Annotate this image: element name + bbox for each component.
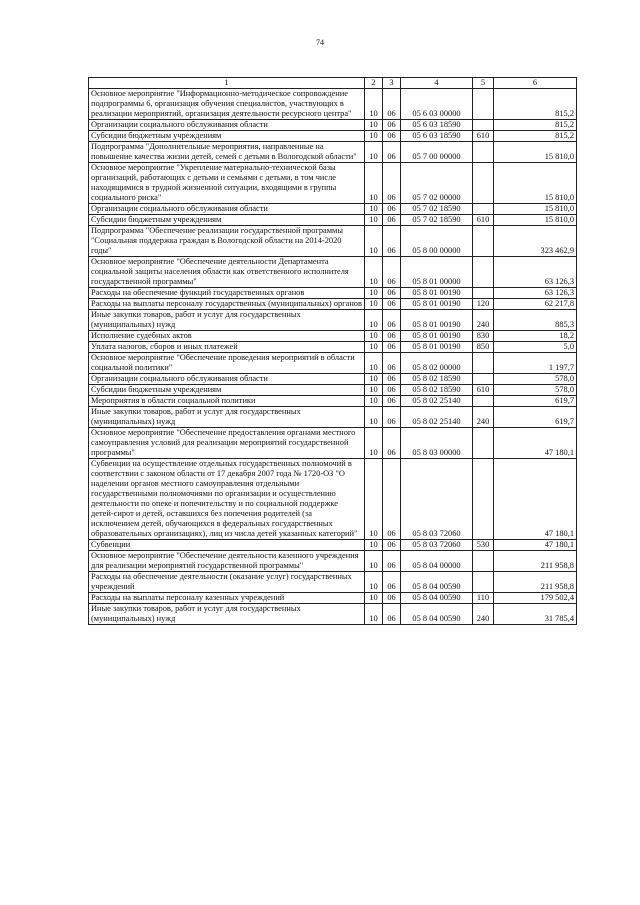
row-target-code: 05 7 02 18590 — [401, 204, 473, 215]
row-amount: 211 958,8 — [494, 551, 577, 572]
table-row — [89, 353, 577, 374]
row-amount: 63 126,3 — [494, 257, 577, 288]
row-subsection: 06 — [383, 407, 401, 428]
row-expense-type — [473, 226, 494, 257]
table-row — [89, 142, 577, 163]
row-name: Расходы на обеспечение функций государственных органов — [89, 288, 365, 299]
row-target-code: 05 8 02 18590 — [401, 385, 473, 396]
table-row — [89, 215, 577, 226]
row-expense-type — [473, 551, 494, 572]
row-section: 10 — [365, 551, 383, 572]
row-section: 10 — [365, 131, 383, 142]
table-row — [89, 310, 577, 331]
row-section: 10 — [365, 396, 383, 407]
row-subsection: 06 — [383, 428, 401, 459]
row-expense-type: 530 — [473, 540, 494, 551]
row-section: 10 — [365, 163, 383, 204]
row-amount: 15 810,0 — [494, 142, 577, 163]
row-expense-type — [473, 89, 494, 120]
table-row — [89, 428, 577, 459]
row-expense-type: 610 — [473, 215, 494, 226]
row-amount: 1 197,7 — [494, 353, 577, 374]
row-subsection: 06 — [383, 396, 401, 407]
row-name: Субсидии бюджетным учреждениям — [89, 215, 365, 226]
row-subsection: 06 — [383, 204, 401, 215]
row-expense-type: 830 — [473, 331, 494, 342]
row-target-code: 05 8 00 00000 — [401, 226, 473, 257]
row-amount: 211 958,8 — [494, 572, 577, 593]
row-amount: 18,2 — [494, 331, 577, 342]
header-name: 1 — [89, 78, 365, 89]
row-target-code: 05 6 03 18590 — [401, 131, 473, 142]
row-target-code: 05 8 02 25140 — [401, 396, 473, 407]
table-row — [89, 120, 577, 131]
row-subsection: 06 — [383, 331, 401, 342]
table-row — [89, 131, 577, 142]
row-target-code: 05 8 01 00190 — [401, 331, 473, 342]
row-amount: 885,3 — [494, 310, 577, 331]
header-subsection: 3 — [383, 78, 401, 89]
table-row — [89, 551, 577, 572]
row-amount: 323 462,9 — [494, 226, 577, 257]
row-section: 10 — [365, 459, 383, 540]
row-amount: 15 810,0 — [494, 204, 577, 215]
row-amount: 179 502,4 — [494, 593, 577, 604]
row-expense-type: 610 — [473, 131, 494, 142]
row-expense-type — [473, 120, 494, 131]
row-amount: 15 810,0 — [494, 215, 577, 226]
row-name: Субсидии бюджетным учреждениям — [89, 385, 365, 396]
table-row — [89, 396, 577, 407]
row-name: Организации социального обслуживания области — [89, 374, 365, 385]
row-subsection: 06 — [383, 593, 401, 604]
row-section: 10 — [365, 540, 383, 551]
table-row — [89, 374, 577, 385]
row-target-code: 05 8 04 00590 — [401, 572, 473, 593]
row-target-code: 05 8 04 00590 — [401, 593, 473, 604]
row-expense-type: 240 — [473, 407, 494, 428]
row-amount: 63 126,3 — [494, 288, 577, 299]
row-amount: 815,2 — [494, 89, 577, 120]
row-target-code: 05 8 04 00590 — [401, 604, 473, 625]
row-expense-type: 110 — [473, 593, 494, 604]
row-name: Подпрограмма "Дополнительные мероприятия, направленные на повышение качества жизни детей, семей с детьми в Вологодской области" — [89, 142, 365, 163]
header-amount: 6 — [494, 78, 577, 89]
row-amount: 47 180,1 — [494, 428, 577, 459]
row-section: 10 — [365, 593, 383, 604]
row-expense-type: 850 — [473, 342, 494, 353]
row-target-code: 05 7 02 00000 — [401, 163, 473, 204]
row-subsection: 06 — [383, 551, 401, 572]
row-expense-type — [473, 288, 494, 299]
row-subsection: 06 — [383, 215, 401, 226]
row-name: Основное мероприятие "Обеспечение деятельности Департамента социальной защиты населения области как ответственного исполнителя государственной программы" — [89, 257, 365, 288]
row-amount: 578,0 — [494, 374, 577, 385]
row-amount: 31 785,4 — [494, 604, 577, 625]
row-amount: 619,7 — [494, 396, 577, 407]
row-name: Субсидии бюджетным учреждениям — [89, 131, 365, 142]
row-section: 10 — [365, 142, 383, 163]
row-target-code: 05 8 01 00000 — [401, 257, 473, 288]
table-row — [89, 163, 577, 204]
row-target-code: 05 6 03 18590 — [401, 120, 473, 131]
row-target-code: 05 8 02 18590 — [401, 374, 473, 385]
row-target-code: 05 8 03 72060 — [401, 459, 473, 540]
row-subsection: 06 — [383, 385, 401, 396]
table-row — [89, 204, 577, 215]
row-name: Расходы на обеспечение деятельности (оказание услуг) государственных учреждений — [89, 572, 365, 593]
row-subsection: 06 — [383, 131, 401, 142]
table-row — [89, 459, 577, 540]
row-name: Уплата налогов, сборов и иных платежей — [89, 342, 365, 353]
table-header-row — [89, 78, 577, 89]
row-subsection: 06 — [383, 257, 401, 288]
row-expense-type — [473, 257, 494, 288]
row-expense-type — [473, 142, 494, 163]
row-section: 10 — [365, 331, 383, 342]
row-name: Иные закупки товаров, работ и услуг для государственных (муниципальных) нужд — [89, 310, 365, 331]
row-subsection: 06 — [383, 226, 401, 257]
row-name: Субвенции на осуществление отдельных государственных полномочий в соответствии с законом области от 17 декабря 2007 года № 1720-ОЗ "О наделении органов местного самоуправления отдельными государственными полномочиями по организации и осуществлению деятельности по опеке и попечительству и по социальной поддержке детей-сирот и детей, оставшихся без попечения родителей (за исключением детей, обучающихся в федеральных государственных образовательных организациях), лиц из числа детей указанных категорий" — [89, 459, 365, 540]
row-expense-type — [473, 428, 494, 459]
row-target-code: 05 7 00 00000 — [401, 142, 473, 163]
table-row — [89, 540, 577, 551]
row-section: 10 — [365, 215, 383, 226]
row-target-code: 05 8 03 72060 — [401, 540, 473, 551]
row-target-code: 05 8 03 00000 — [401, 428, 473, 459]
row-subsection: 06 — [383, 163, 401, 204]
row-section: 10 — [365, 604, 383, 625]
row-section: 10 — [365, 407, 383, 428]
budget-table — [88, 77, 577, 625]
table-row — [89, 593, 577, 604]
table-row — [89, 572, 577, 593]
row-section: 10 — [365, 120, 383, 131]
row-amount: 5,0 — [494, 342, 577, 353]
row-section: 10 — [365, 288, 383, 299]
row-name: Организации социального обслуживания области — [89, 204, 365, 215]
table-row — [89, 407, 577, 428]
table-row — [89, 604, 577, 625]
row-amount: 47 180,1 — [494, 540, 577, 551]
row-target-code: 05 8 01 00190 — [401, 299, 473, 310]
row-expense-type — [473, 163, 494, 204]
row-expense-type — [473, 374, 494, 385]
row-target-code: 05 8 01 00190 — [401, 342, 473, 353]
row-name: Исполнение судебных актов — [89, 331, 365, 342]
row-name: Мероприятия в области социальной политики — [89, 396, 365, 407]
page-number: 74 — [316, 38, 324, 47]
row-subsection: 06 — [383, 353, 401, 374]
row-name: Расходы на выплаты персоналу государственных (муниципальных) органов — [89, 299, 365, 310]
row-name: Расходы на выплаты персоналу казенных учреждений — [89, 593, 365, 604]
row-name: Основное мероприятие "Обеспечение предоставления органами местного самоуправления условий для реализации мероприятий государственной программы" — [89, 428, 365, 459]
row-target-code: 05 7 02 18590 — [401, 215, 473, 226]
row-amount: 15 810,0 — [494, 163, 577, 204]
row-subsection: 06 — [383, 572, 401, 593]
row-section: 10 — [365, 342, 383, 353]
row-section: 10 — [365, 353, 383, 374]
row-subsection: 06 — [383, 374, 401, 385]
row-name: Основное мероприятие "Обеспечение проведения мероприятий в области социальной политики" — [89, 353, 365, 374]
row-subsection: 06 — [383, 89, 401, 120]
row-subsection: 06 — [383, 459, 401, 540]
row-subsection: 06 — [383, 342, 401, 353]
row-subsection: 06 — [383, 299, 401, 310]
row-subsection: 06 — [383, 540, 401, 551]
row-target-code: 05 8 01 00190 — [401, 288, 473, 299]
row-name: Основное мероприятие "Обеспечение деятельности казенного учреждения для реализации мероприятий государственной программы" — [89, 551, 365, 572]
row-expense-type: 240 — [473, 310, 494, 331]
table-row — [89, 89, 577, 120]
header-expense-type: 5 — [473, 78, 494, 89]
row-subsection: 06 — [383, 142, 401, 163]
row-subsection: 06 — [383, 604, 401, 625]
table-row — [89, 331, 577, 342]
row-amount: 815,2 — [494, 120, 577, 131]
row-section: 10 — [365, 204, 383, 215]
row-name: Организации социального обслуживания области — [89, 120, 365, 131]
row-name: Субвенции — [89, 540, 365, 551]
row-target-code: 05 6 03 00000 — [401, 89, 473, 120]
row-amount: 47 180,1 — [494, 459, 577, 540]
header-section: 2 — [365, 78, 383, 89]
row-subsection: 06 — [383, 288, 401, 299]
row-section: 10 — [365, 385, 383, 396]
row-expense-type — [473, 353, 494, 374]
row-expense-type: 120 — [473, 299, 494, 310]
row-section: 10 — [365, 572, 383, 593]
row-subsection: 06 — [383, 310, 401, 331]
row-name: Основное мероприятие "Укрепление материально-технической базы организаций, работающих с детьми и семьями с детьми, в том числе находящимися в трудной жизненной ситуации, входящими в группы социального риска" — [89, 163, 365, 204]
table-row — [89, 342, 577, 353]
row-amount: 578,0 — [494, 385, 577, 396]
row-amount: 62 217,8 — [494, 299, 577, 310]
header-target-code: 4 — [401, 78, 473, 89]
row-name: Иные закупки товаров, работ и услуг для государственных (муниципальных) нужд — [89, 604, 365, 625]
table-row — [89, 385, 577, 396]
row-expense-type — [473, 459, 494, 540]
row-expense-type — [473, 572, 494, 593]
row-section: 10 — [365, 310, 383, 331]
row-target-code: 05 8 01 00190 — [401, 310, 473, 331]
row-expense-type — [473, 396, 494, 407]
row-section: 10 — [365, 89, 383, 120]
row-target-code: 05 8 02 00000 — [401, 353, 473, 374]
row-subsection: 06 — [383, 120, 401, 131]
table-row — [89, 226, 577, 257]
row-section: 10 — [365, 428, 383, 459]
row-name: Иные закупки товаров, работ и услуг для государственных (муниципальных) нужд — [89, 407, 365, 428]
row-section: 10 — [365, 299, 383, 310]
row-section: 10 — [365, 226, 383, 257]
row-amount: 619,7 — [494, 407, 577, 428]
row-name: Подпрограмма "Обеспечение реализации государственной программы "Социальная поддержка граждан в Вологодской области на 2014-2020 годы" — [89, 226, 365, 257]
row-target-code: 05 8 04 00000 — [401, 551, 473, 572]
row-section: 10 — [365, 257, 383, 288]
row-name: Основное мероприятие "Информационно-методическое сопровождение подпрограммы 6, организация обучения специалистов, участвующих в реализации мероприятий, организация деятельности ресурсного центра" — [89, 89, 365, 120]
table-row — [89, 257, 577, 288]
table-row — [89, 288, 577, 299]
row-expense-type — [473, 204, 494, 215]
row-section: 10 — [365, 374, 383, 385]
row-expense-type: 240 — [473, 604, 494, 625]
row-expense-type: 610 — [473, 385, 494, 396]
row-amount: 815,2 — [494, 131, 577, 142]
row-target-code: 05 8 02 25140 — [401, 407, 473, 428]
table-row — [89, 299, 577, 310]
